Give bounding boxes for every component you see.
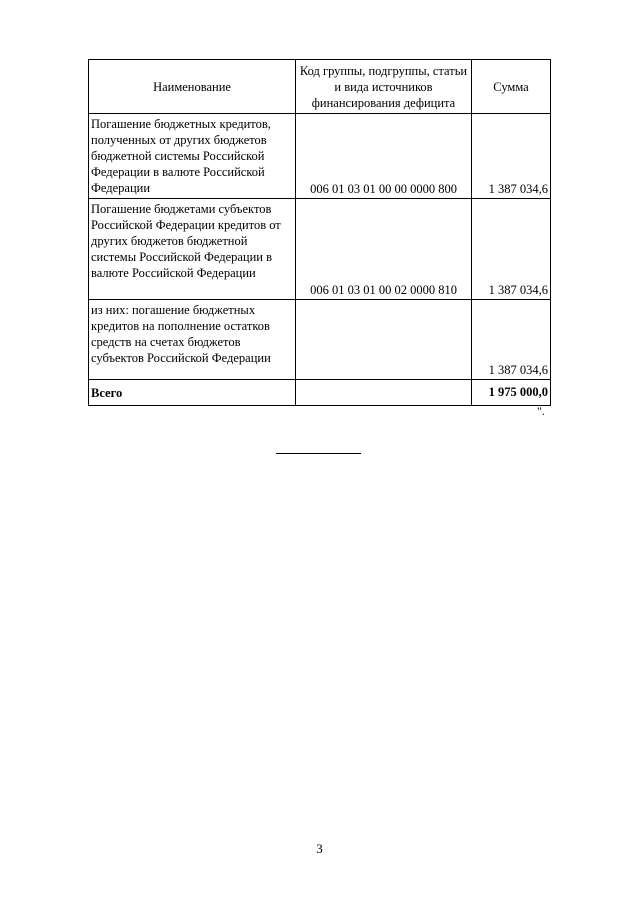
end-divider bbox=[276, 453, 361, 454]
total-sum: 1 975 000,0 bbox=[472, 380, 551, 406]
row-name: из них: погашение бюджетных кредитов на пополнение остатков средств на счетах бюджетов субъектов Российской Федерации bbox=[89, 300, 296, 380]
row-name: Погашение бюджетных кредитов, полученных от других бюджетов бюджетной системы Российской Федерации в валюте Российской Федерации bbox=[89, 114, 296, 199]
row-code: 006 01 03 01 00 02 0000 810 bbox=[296, 199, 472, 300]
header-sum: Сумма bbox=[472, 60, 551, 114]
total-label: Всего bbox=[89, 380, 296, 406]
header-code: Код группы, подгруппы, статьи и вида источников финансирования дефицита bbox=[296, 60, 472, 114]
row-name: Погашение бюджетами субъектов Российской Федерации кредитов от других бюджетов бюджетной системы Российской Федерации в валюте Российской Федерации bbox=[89, 199, 296, 300]
row-code bbox=[296, 300, 472, 380]
row-sum: 1 387 034,6 bbox=[472, 199, 551, 300]
row-code: 006 01 03 01 00 00 0000 800 bbox=[296, 114, 472, 199]
header-name: Наименование bbox=[89, 60, 296, 114]
table-row bbox=[89, 199, 551, 300]
row-sum: 1 387 034,6 bbox=[472, 300, 551, 380]
table-header-row bbox=[89, 60, 551, 114]
table-row bbox=[89, 300, 551, 380]
row-sum: 1 387 034,6 bbox=[472, 114, 551, 199]
table-row bbox=[89, 114, 551, 199]
closing-quote-mark: ". bbox=[537, 404, 545, 418]
page-number: 3 bbox=[316, 841, 323, 856]
table-total-row bbox=[89, 380, 551, 406]
total-code bbox=[296, 380, 472, 406]
budget-deficit-table bbox=[88, 59, 551, 406]
